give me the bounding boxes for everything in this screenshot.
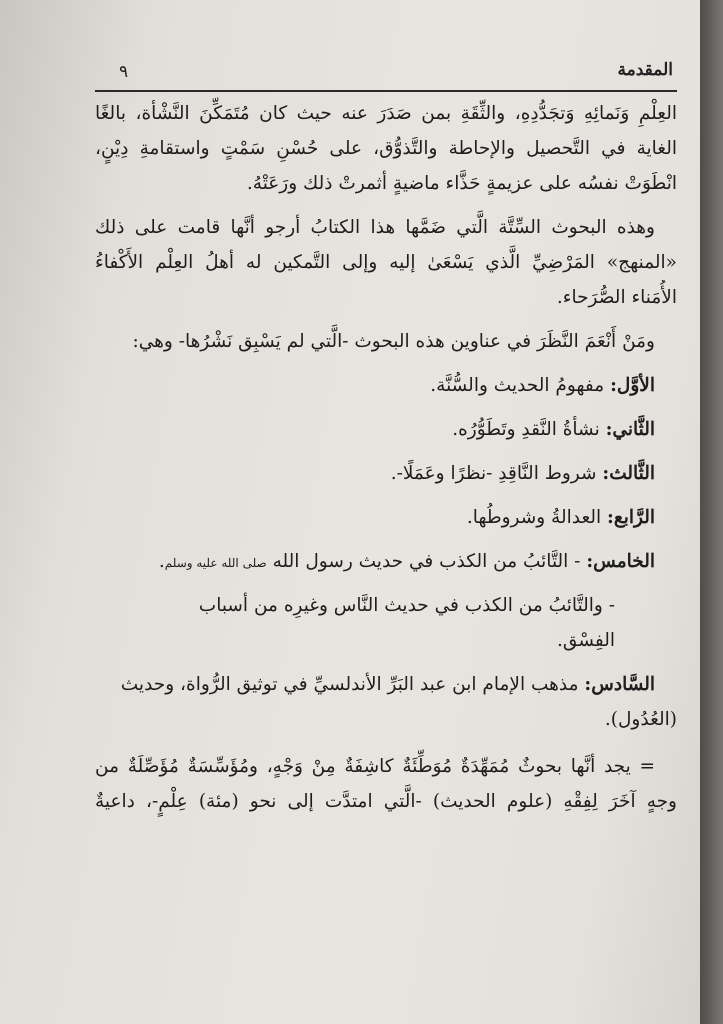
page-header	[95, 56, 677, 92]
item-text: .	[158, 551, 165, 572]
item5-line-a	[95, 544, 677, 579]
paragraph-1	[95, 96, 677, 201]
item-text: مذهب الإمام ابن عبد البَرِّ الأندلسيِّ في توثيق الرُّواة، وحديث	[120, 674, 585, 695]
list-item-4	[95, 500, 677, 535]
item-label: الخامس:	[586, 551, 655, 572]
page-edge-shadow	[700, 0, 723, 1024]
page-number: ٩	[119, 62, 129, 82]
list-item-2	[95, 412, 677, 447]
item-label: الثَّالث:	[602, 463, 655, 484]
text-line: «المنهج» المَرْضِيِّ الَّذي يَسْعَىٰ إليه وإلى التَّمكين له أهلُ العِلْم الأَكْفاءُ	[95, 252, 677, 273]
list-item-3	[95, 456, 677, 491]
text-line: وجهٍ آخَرَ لِفِقْهِ (علوم الحديث) -الَّتي امتدَّت إلى نحو (مئة) عِلْمٍ-، داعيةٌ	[95, 791, 677, 812]
item-text: نشأةُ النَّقدِ وتَطَوُّرُه.	[452, 419, 606, 440]
running-title: المقدمة	[617, 60, 673, 80]
paragraph-2	[95, 210, 677, 315]
item-label: السَّادس:	[584, 674, 655, 695]
item-text: العدالةُ وشروطُها.	[466, 507, 608, 528]
salawat-glyph: صلى الله عليه وسلم	[164, 556, 267, 570]
closing-paragraph	[95, 749, 677, 819]
list-item-1	[95, 368, 677, 403]
item-text: مفهومُ الحديث والسُّنَّة.	[430, 375, 611, 396]
item6-line-a	[95, 667, 677, 702]
text-line: الأُمَناء الصُّرَحاء.	[556, 287, 677, 308]
item-text: شروط النَّاقِدِ -نظرًا وعَمَلًا-.	[390, 463, 603, 484]
item-label: الرَّابع:	[607, 507, 655, 528]
text-line: العِلْمِ وَنَمائِهِ وَتجَدُّدِهِ، والثِّقَةِ بمن صَدَرَ عنه حيث كان مُتَمَكِّنَ النَّشْأة، بالغًا	[95, 103, 677, 124]
text-line: الغاية في التَّحصيل والإحاطة والتَّذوُّق، على حُسْنِ سَمْتٍ واستقامةِ دِيْنٍ،	[95, 138, 677, 159]
item-label: الأوَّل:	[610, 375, 655, 396]
text-line: = يجد أنَّها بحوثٌ مُمَهِّدَةٌ مُوَطِّئَةٌ كاشِفَةٌ مِنْ وَجْهٍ، ومُؤَسِّسَةٌ مُؤَصِّلَةٌ من	[95, 756, 655, 777]
list-item-5	[95, 544, 677, 658]
page-body	[95, 96, 677, 819]
item-label: الثَّاني:	[605, 419, 655, 440]
intro-line: ومَنْ أَنْعَمَ النَّظَرَ في عناوين هذه البحوث -الَّتي لم يَسْبِق نَشْرُها- وهي:	[132, 331, 655, 352]
item5-line-b: - والتَّائبُ من الكذب في حديث النَّاس وغيرِه من أسباب	[198, 595, 615, 616]
text-line: انْطَوَتْ نفسُه على عزيمةٍ حَذَّاء ماضيةٍ أثمرتْ ذلك ورَعَتْهُ.	[246, 173, 677, 194]
list-item-6	[95, 667, 677, 737]
item6-line-b: (العُدُول).	[604, 709, 677, 730]
text-line: وهذه البحوث السِّتَّة الَّتي ضَمَّها هذا الكتابُ أرجو أنَّها قامت على ذلك	[95, 217, 655, 238]
item-text: - التَّائبُ من الكذب في حديث رسول الله	[266, 551, 587, 572]
item5-line-c: الفِسْق.	[557, 630, 615, 651]
